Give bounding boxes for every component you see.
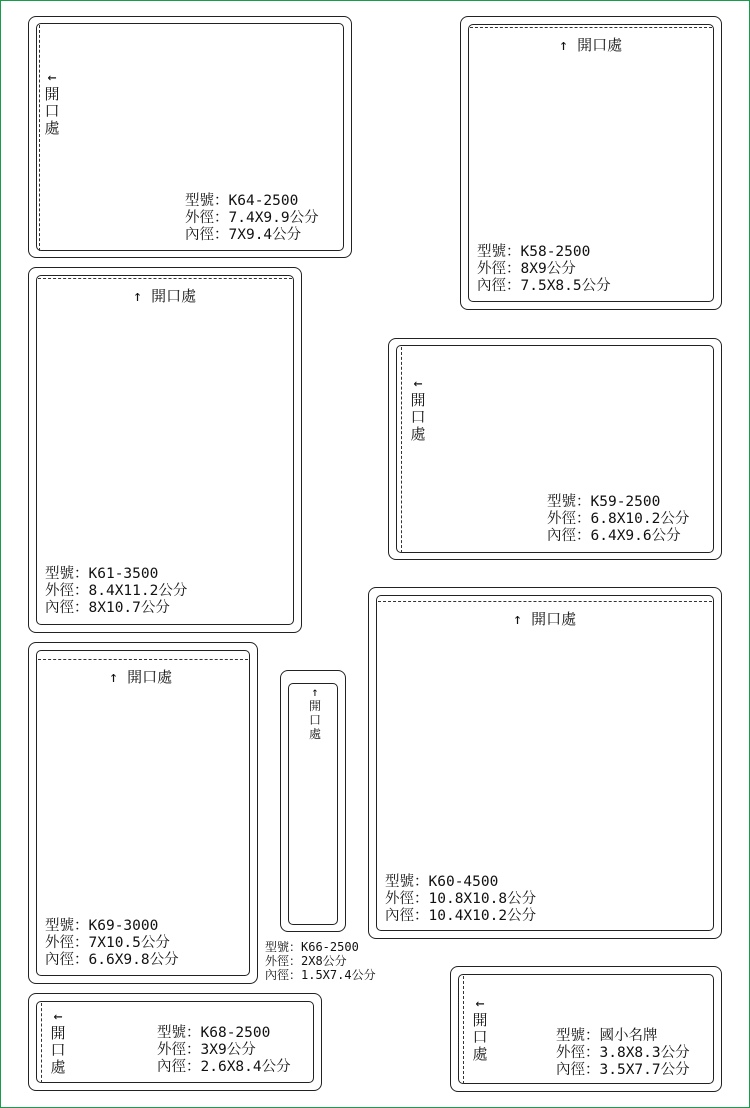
card-k66 — [280, 670, 346, 932]
inner-size-text: 內徑：7X9.4公分 — [185, 227, 302, 243]
opening-label: ↑ 開口處 — [513, 610, 577, 628]
spec-block — [556, 1028, 690, 1079]
outer-size-text: 外徑：3X9公分 — [157, 1042, 256, 1058]
model-text: 型號：K66-2500 — [265, 940, 359, 954]
card-k61 — [28, 267, 302, 633]
inner-size-text: 內徑：6.4X9.6公分 — [547, 528, 681, 544]
model-text: 型號：K68-2500 — [157, 1025, 271, 1041]
spec-block — [185, 193, 319, 244]
outer-size-text: 外徑：7.4X9.9公分 — [185, 210, 319, 226]
outer-size-text: 外徑：2X8公分 — [265, 954, 347, 968]
card-school-name-tag — [450, 966, 722, 1092]
outer-size-text: 外徑：7X10.5公分 — [45, 935, 170, 951]
opening-label: ↑ 開口處 — [109, 668, 173, 686]
outer-size-text: 外徑：6.8X10.2公分 — [547, 511, 690, 527]
spec-block — [477, 244, 611, 295]
card-k68 — [28, 993, 322, 1091]
inner-size-text: 內徑：3.5X7.7公分 — [556, 1062, 690, 1078]
inner-size-text: 內徑：6.6X9.8公分 — [45, 952, 179, 968]
card-k59 — [388, 338, 722, 560]
opening-label: ↑ 開口處 — [133, 287, 197, 305]
opening-label: ↑ 開口處 — [559, 36, 623, 54]
model-text: 型號：K59-2500 — [547, 494, 661, 510]
outer-size-text: 外徑：3.8X8.3公分 — [556, 1045, 690, 1061]
model-text: 型號：K58-2500 — [477, 244, 591, 260]
opening-label: ← 開 口 處 — [472, 994, 488, 1063]
spec-block — [547, 494, 689, 545]
inner-size-text: 內徑：1.5X7.4公分 — [265, 968, 376, 982]
model-text: 型號：K60-4500 — [385, 874, 499, 890]
opening-label: ← 開 口 處 — [44, 68, 60, 137]
spec-block — [45, 918, 179, 969]
inner-size-text: 內徑：10.4X10.2公分 — [385, 908, 537, 924]
model-text: 型號：K64-2500 — [185, 193, 299, 209]
spec-block — [45, 566, 187, 617]
card-k60 — [368, 587, 722, 939]
model-text: 型號：國小名牌 — [556, 1028, 658, 1044]
card-k58 — [460, 16, 722, 310]
opening-label: ↑ 開 口 處 — [308, 685, 321, 741]
inner-size-text: 內徑：8X10.7公分 — [45, 600, 170, 616]
inner-size-text: 內徑：7.5X8.5公分 — [477, 278, 611, 294]
model-text: 型號：K61-3500 — [45, 566, 159, 582]
outer-size-text: 外徑：8.4X11.2公分 — [45, 583, 188, 599]
model-text: 型號：K69-3000 — [45, 918, 159, 934]
inner-size-text: 內徑：2.6X8.4公分 — [157, 1059, 291, 1075]
card-k64 — [28, 16, 352, 258]
outer-size-text: 外徑：8X9公分 — [477, 261, 576, 277]
opening-label: ← 開 口 處 — [410, 374, 426, 443]
spec-block — [157, 1025, 291, 1076]
outer-size-text: 外徑：10.8X10.8公分 — [385, 891, 537, 907]
spec-block-k66 — [265, 940, 376, 982]
opening-label: ← 開 口 處 — [50, 1007, 66, 1076]
spec-block — [385, 874, 536, 925]
card-k69 — [28, 642, 258, 984]
